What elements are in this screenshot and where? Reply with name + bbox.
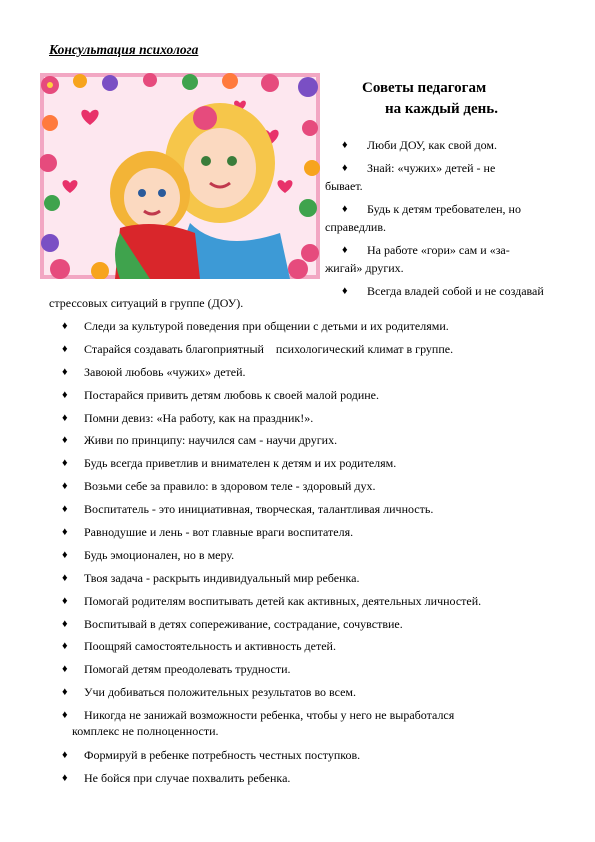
top-tips-list [325,136,565,305]
list-item: ♦ Помни девиз: «На работу, как на праздник!». [62,410,314,425]
list-item: ♦ Равнодушие и лень - вот главные враги воспитателя. [62,525,354,540]
list-item: ♦ Учи добиваться положительных результатов во всем. [62,685,357,700]
diamond-bullet-icon: ♦ [62,617,68,630]
tips-list [62,318,562,793]
diamond-bullet-icon: ♦ [62,342,68,355]
list-item: ♦ Постарайся привить детям любовь к своей малой родине. [62,387,379,402]
mother-child-illustration [40,73,320,279]
diamond-bullet-icon: ♦ [62,526,68,539]
list-item: ♦ Никогда не занижай возможности ребенка, чтобы у него не выработался комплекс не полноценности. [62,708,455,739]
list-item: ♦ Следи за культурой поведения при общении с детьми и их родителями. [62,319,449,333]
diamond-bullet-icon: ♦ [62,480,68,493]
diamond-bullet-icon: ♦ [342,285,348,297]
tips-title [340,78,560,120]
list-item: ♦ Живи по принципу: научился сам - научи других. [62,433,338,448]
diamond-bullet-icon: ♦ [62,411,68,424]
list-item: ♦ Старайся создавать благоприятный психологический климат в группе. [62,341,454,356]
diamond-bullet-icon: ♦ [342,139,348,151]
diamond-bullet-icon: ♦ [342,162,348,174]
list-item: ♦ Знай: «чужих» детей - не бывает. [325,161,496,193]
diamond-bullet-icon: ♦ [62,548,68,561]
wrapped-line: стрессовых ситуаций в группе (ДОУ). [49,296,244,310]
diamond-bullet-icon: ♦ [62,457,68,470]
page-header: Консультация психолога [49,42,199,57]
diamond-bullet-icon: ♦ [62,663,68,676]
list-item: ♦ Люби ДОУ, как свой дом. [342,138,497,152]
list-item: ♦ Поощряй самостоятельность и активность детей. [62,639,336,654]
list-item: ♦ Воспитатель - это инициативная, творческая, талантливая личность. [62,502,434,517]
tips-title-line-2: на каждый день. [385,101,498,117]
list-item: ♦ Будь всегда приветлив и внимателен к детям и их родителям. [62,456,397,471]
tips-title-line-1: Советы педагогам [362,80,487,96]
diamond-bullet-icon: ♦ [62,686,68,699]
list-item: ♦ Завоюй любовь «чужих» детей. [62,364,246,379]
diamond-bullet-icon: ♦ [62,365,68,378]
diamond-bullet-icon: ♦ [62,594,68,607]
list-item: ♦ Не бойся при случае похвалить ребенка. [62,771,291,786]
diamond-bullet-icon: ♦ [342,244,348,256]
list-item: ♦ Будь к детям требователен, но справедлив. [325,202,521,234]
diamond-bullet-icon: ♦ [62,772,68,785]
diamond-bullet-icon: ♦ [62,320,68,332]
list-item: ♦ Твоя задача - раскрыть индивидуальный мир ребенка. [62,570,360,585]
list-item: ♦ Помогай детям преодолевать трудности. [62,662,291,677]
diamond-bullet-icon: ♦ [62,388,68,401]
list-item: ♦ Всегда владей собой и не создавай [342,284,544,298]
diamond-bullet-icon: ♦ [62,434,68,447]
diamond-bullet-icon: ♦ [62,749,68,762]
diamond-bullet-icon: ♦ [62,640,68,653]
diamond-bullet-icon: ♦ [62,709,68,722]
list-item: ♦ Воспитывай в детях сопереживание, сострадание, сочувствие. [62,616,403,631]
diamond-bullet-icon: ♦ [62,503,68,516]
list-item: ♦ Будь эмоционален, но в меру. [62,547,235,562]
list-item: ♦ На работе «гори» сам и «за- жигай» других. [325,243,510,275]
list-item: ♦ Помогай родителям воспитывать детей как активных, деятельных личностей. [62,593,482,608]
diamond-bullet-icon: ♦ [62,571,68,584]
list-item: ♦ Возьми себе за правило: в здоровом теле - здоровый дух. [62,479,376,494]
list-item: ♦ Формируй в ребенке потребность честных поступков. [62,748,361,763]
diamond-bullet-icon: ♦ [342,203,348,215]
